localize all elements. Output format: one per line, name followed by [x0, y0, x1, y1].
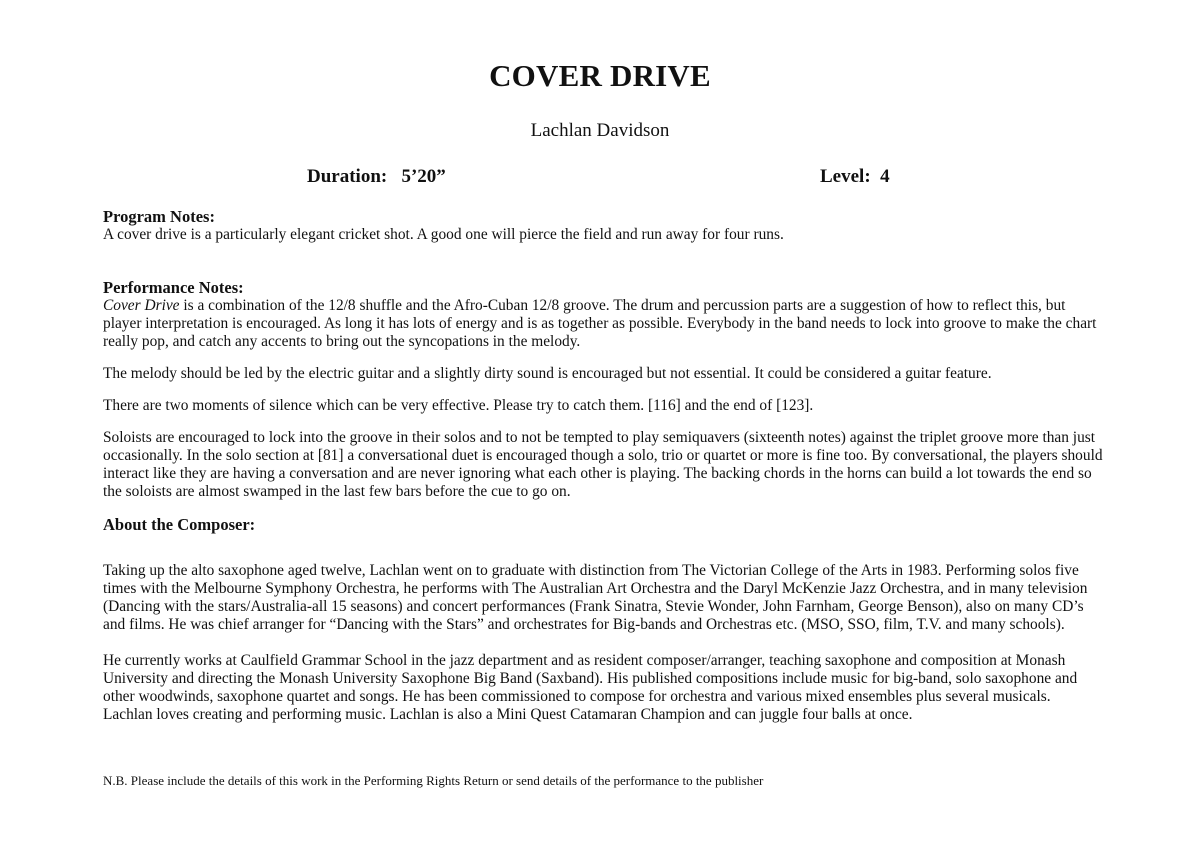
performance-notes-paragraph-1 [103, 297, 1103, 351]
spacer [103, 634, 1103, 652]
duration-label: Duration: 5’20” [307, 166, 446, 187]
page-title: COVER DRIVE [489, 58, 711, 93]
performance-notes-heading: Performance Notes: [103, 278, 244, 297]
spacer [103, 351, 1103, 365]
performing-rights-note: N.B. Please include the details of this work in the Performing Rights Return or send details of the performance to the publisher [103, 773, 764, 788]
spacer [103, 244, 1103, 278]
about-composer-paragraph-1: Taking up the alto saxophone aged twelve, Lachlan went on to graduate with distinction from The Victorian College of the Arts in 1983. Performing solos five times with the Melbourne Symphony Orchestra, he performs with The Australian Art Orchestra and the Daryl McKenzie Jazz Orchestra, and in many television (Dancing with the stars/Australia-all 15 seasons) and concert performances (Frank Sinatra, Stevie Wonder, John Farnham, George Benson), also on many CD’s and films. He was chief arranger for “Dancing with the Stars” and orchestrates for Big-bands and Orchestras etc. (MSO, SSO, film, T.V. and many schools). [103, 562, 1088, 633]
program-notes-heading: Program Notes: [103, 207, 215, 226]
program-notes-section [103, 207, 1103, 244]
work-title-italic: Cover Drive [103, 297, 180, 314]
notes-content [103, 207, 1103, 724]
performance-notes-section [103, 278, 1103, 501]
level-label: Level: 4 [820, 166, 890, 187]
performance-notes-paragraph-3: There are two moments of silence which can be very effective. Please try to catch them. [116] and the end of [123]. [103, 397, 814, 414]
composer-name: Lachlan Davidson [530, 120, 670, 141]
spacer [103, 415, 1103, 429]
performance-notes-paragraph-2: The melody should be led by the electric guitar and a slightly dirty sound is encouraged but not essential. It could be considered a guitar feature. [103, 365, 992, 382]
spacer [103, 501, 1103, 515]
spacer [103, 383, 1103, 397]
about-composer-heading: About the Composer: [103, 515, 256, 534]
performance-notes-paragraph-4: Soloists are encouraged to lock into the groove in their solos and to not be tempted to play semiquavers (sixteenth notes) against the triplet groove more than just occasionally. In the solo section at [81] a conversational duet is encouraged though a solo, trio or quartet or more is fine too. By conversational, the players should interact like they are having a conversation and are never ignoring what each other is playing. The backing chords in the horns can build a lot towards the end so the soloists are almost swamped in the last few bars before the cue to go on. [103, 429, 1103, 500]
about-composer-section [103, 515, 1103, 724]
spacer [103, 534, 1103, 562]
about-composer-paragraph-2: He currently works at Caulfield Grammar School in the jazz department and as resident composer/arranger, teaching saxophone and composition at Monash University and directing the Monash University Saxophone Big Band (Saxband). His published compositions include music for big-band, solo saxophone and other woodwinds, saxophone quartet and songs. He has been commissioned to compose for orchestra and various mixed ensembles plus several musicals. Lachlan loves creating and performing music. Lachlan is also a Mini Quest Catamaran Champion and can juggle four balls at once. [103, 652, 1078, 723]
performance-notes-paragraph-1-text: is a combination of the 12/8 shuffle and the Afro-Cuban 12/8 groove. The drum and percussion parts are a suggestion of how to reflect this, but player interpretation is encouraged. As long it has lots of energy and is as together as possible. Everybody in the band needs to lock into groove to make the chart really pop, and catch any accents to bring out the syncopations in the melody. [103, 297, 1097, 350]
program-notes-text: A cover drive is a particularly elegant cricket shot. A good one will pierce the field and run away for four runs. [103, 226, 784, 243]
